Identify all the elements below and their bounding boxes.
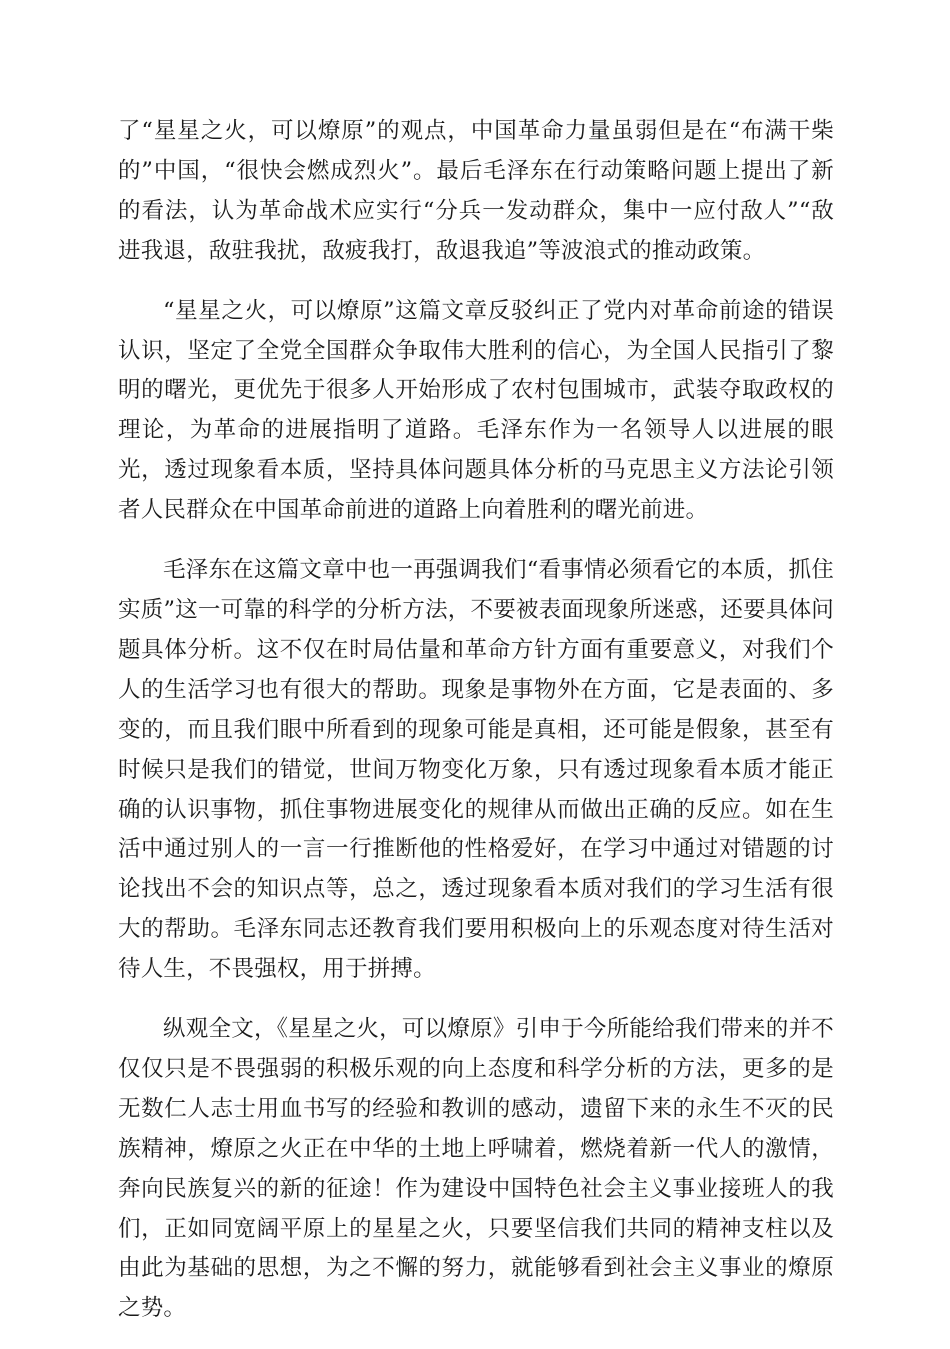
paragraph-4: 纵观全文，《星星之火，可以燎原》引申于今所能给我们带来的并不仅仅只是不畏强弱的积极乐观的向上态度和科学分析的方法，更多的是无数仁人志士用血书写的经验和教训的感动，遗留下来的永生不灭的民族精神，燎原之火正在中华的土地上呼啸着，燃烧着新一代人的激情，奔向民族复兴的新的征途！作为建设中国特色社会主义事业接班人的我们，正如同宽阔平原上的星星之火，只要坚信我们共同的精神支柱以及由此为基础的思想，为之不懈的努力，就能够看到社会主义事业的燎原之势。 <box>118 1016 834 1322</box>
paragraph-2: “星星之火，可以燎原”这篇文章反驳纠正了党内对革命前途的错误认识，坚定了全党全国群众争取伟大胜利的信心，为全国人民指引了黎明的曙光，更优先于很多人开始形成了农村包围城市，武装夺取政权的理论，为革命的进展指明了道路。毛泽东作为一名领导人以进展的眼光，透过现象看本质，坚持具体问题具体分析的马克思主义方法论引领者人民群众在中国革命前进的道路上向着胜利的曙光前进。 <box>118 297 834 524</box>
paragraph-1: 了“星星之火，可以燎原”的观点，中国革命力量虽弱但是在“布满干柴的”中国，“很快会燃成烈火”。最后毛泽东在行动策略问题上提出了新的看法，认为革命战术应实行“分兵一发动群众，集中一应付敌人”“敌进我退，敌驻我扰，敌疲我打，敌退我追”等波浪式的推动政策。 <box>118 118 834 264</box>
document-body <box>118 112 834 1349</box>
paragraph-3: 毛泽东在这篇文章中也一再强调我们“看事情必须看它的本质，抓住实质”这一可靠的科学的分析方法，不要被表面现象所迷惑，还要具体问题具体分析。这不仅在时局估量和革命方针方面有重要意义，对我们个人的生活学习也有很大的帮助。现象是事物外在方面，它是表面的、多变的，而且我们眼中所看到的现象可能是真相，还可能是假象，甚至有时候只是我们的错觉，世间万物变化万象，只有透过现象看本质才能正确的认识事物，抓住事物进展变化的规律从而做出正确的反应。如在生活中通过别人的一言一行推断他的性格爱好，在学习中通过对错题的讨论找出不会的知识点等，总之，透过现象看本质对我们的学习生活有很大的帮助。毛泽东同志还教育我们要用积极向上的乐观态度对待生活对待人生，不畏强权，用于拼搏。 <box>118 557 834 983</box>
